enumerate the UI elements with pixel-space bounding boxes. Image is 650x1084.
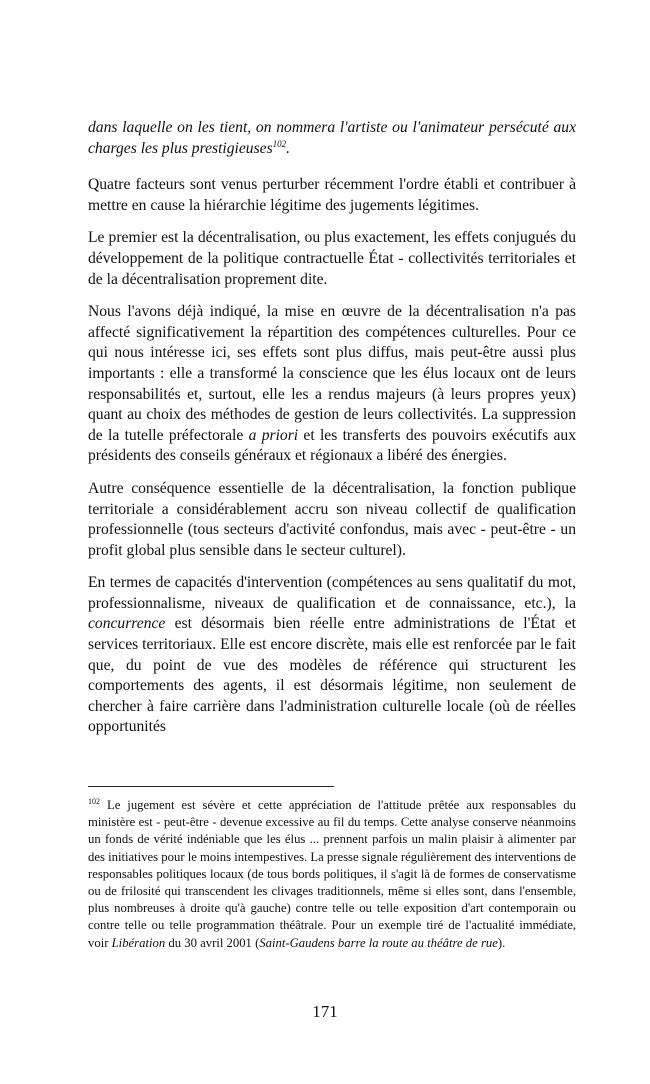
paragraph-3-text-a: Nous l'avons déjà indiqué, la mise en œuvre de la décentralisation n'a pas affecté significativement la répartition des compétences culturelles. Pour ce qui nous intéresse ici, ses effets sont plus diffus, mais peut-être aussi plus importants : elle a transformé la conscience que les élus locaux ont de leurs responsabilités et, surtout, elle les a rendus majeurs (à leurs propres yeux) quant au choix des méthodes de gestion de leurs collectivités. La suppression de la tutelle préfectorale bbox=[88, 303, 576, 444]
paragraph-5-text-a: En termes de capacités d'intervention (compétences au sens qualitatif du mot, professionnalisme, niveaux de qualification et de connaissance, etc.), la bbox=[88, 574, 576, 612]
paragraph-1: Quatre facteurs sont venus perturber récemment l'ordre établi et contribuer à mettre en cause la hiérarchie légitime des jugements légitimes. bbox=[88, 176, 576, 214]
paragraph-5-text-b: est désormais bien réelle entre administrations de l'État et services territoriaux. Elle est encore discrète, mais elle est renforcée par le fait que, du point de vue des modèles de référence qui structurent les comportements des agents, il est désormais légitime, non seulement de chercher à faire carrière dans l'administration culturelle locale (où de réelles opportunités bbox=[88, 615, 576, 736]
footnote-text: Le jugement est sévère et cette appréciation de l'attitude prêtée aux responsables du ministère est - peut-être - devenue excessive au fil du temps. Cette analyse conserve néanmoins un fonds de vérité indéniable que les élus ... prennent parfois un malin plaisir à alimenter par des initiatives pour le moins intempestives. La presse signale régulièrement des interventions de responsables politiques locaux (de tous bords politiques, il s'agit là de formes de conservatisme ou de frilosité qui transcendent les clivages traditionnels, même si elles sont, dans l'ensemble, plus nombreuses à droite qu'à gauche) contre telle ou telle exposition d'art contemporain ou contre telle ou telle programmation théâtrale. Pour un exemple tiré de l'actualité immédiate, voir bbox=[88, 798, 576, 950]
lead-paragraph bbox=[88, 118, 576, 159]
footnote-number: 102 bbox=[88, 796, 100, 806]
page-number: 171 bbox=[312, 1002, 338, 1021]
paragraph-3-text-b: et les transferts des pouvoirs exécutifs aux présidents des conseils généraux et régionaux a libéré des énergies. bbox=[88, 426, 576, 465]
paragraph-3-emphasis: a priori bbox=[248, 426, 299, 444]
paragraph-2: Le premier est la décentralisation, ou plus exactement, les effets conjugués du développement de la politique contractuelle État - collectivités territoriales et de la décentralisation proprement dite. bbox=[88, 229, 576, 288]
footnote-area bbox=[88, 786, 576, 952]
footnote-date: du 30 avril 2001 ( bbox=[165, 935, 260, 950]
document-page bbox=[88, 118, 576, 750]
paragraph-3 bbox=[88, 302, 576, 467]
footnote-rule bbox=[88, 786, 334, 787]
footnote-close: ). bbox=[497, 935, 506, 950]
footnote-source: Libération bbox=[111, 935, 166, 950]
lead-text: dans laquelle on les tient, on nommera l'artiste ou l'animateur persécuté aux charges les plus prestigieuses bbox=[88, 119, 576, 157]
footnote-headline: Saint-Gaudens barre la route au théâtre de rue bbox=[259, 935, 498, 950]
paragraph-5 bbox=[88, 573, 576, 738]
footnote-102 bbox=[88, 797, 576, 952]
lead-end: . bbox=[286, 139, 291, 157]
paragraph-5-emphasis: concurrence bbox=[88, 615, 166, 633]
paragraph-4: Autre conséquence essentielle de la décentralisation, la fonction publique territoriale a considérablement accru son niveau collectif de qualification professionnelle (tous secteurs d'activité confondus, mais avec - peut-être - un profit global plus sensible dans le secteur culturel). bbox=[88, 479, 576, 559]
footnote-ref[interactable]: 102 bbox=[272, 138, 287, 149]
